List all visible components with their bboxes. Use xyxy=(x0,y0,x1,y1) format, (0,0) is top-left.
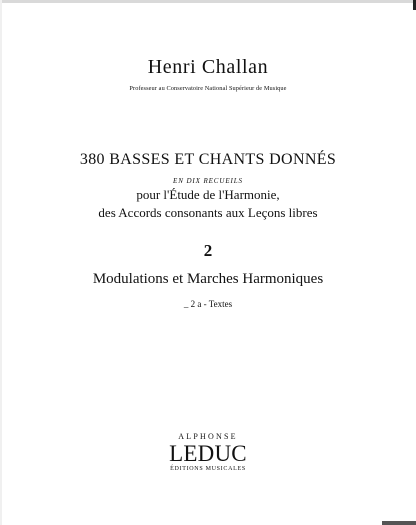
bottom-right-mark xyxy=(382,521,416,525)
main-title: 380 BASSES ET CHANTS DONNÉS xyxy=(79,151,337,168)
author-subtitle: Professeur au Conservatoire National Supérieur de Musique xyxy=(129,85,287,92)
collection-subtitle: Modulations et Marches Harmoniques xyxy=(92,271,324,287)
top-border-line xyxy=(0,0,416,3)
author-name: Henri Challan xyxy=(147,56,269,78)
small-caps-line: EN DIX RECUEILS xyxy=(173,177,243,185)
publisher-bottom-line: ÉDITIONS MUSICALES xyxy=(170,466,246,472)
publisher-logo xyxy=(160,432,256,472)
part-label: _ 2 a - Textes xyxy=(183,299,233,309)
publisher-name: LEDUC xyxy=(169,441,247,466)
title-line-1: pour l'Étude de l'Harmonie, xyxy=(136,187,280,202)
publisher-top-line: ALPHONSE xyxy=(178,432,238,441)
volume-number: 2 xyxy=(203,241,213,260)
title-line-2: des Accords consonants aux Leçons libres xyxy=(98,205,318,220)
